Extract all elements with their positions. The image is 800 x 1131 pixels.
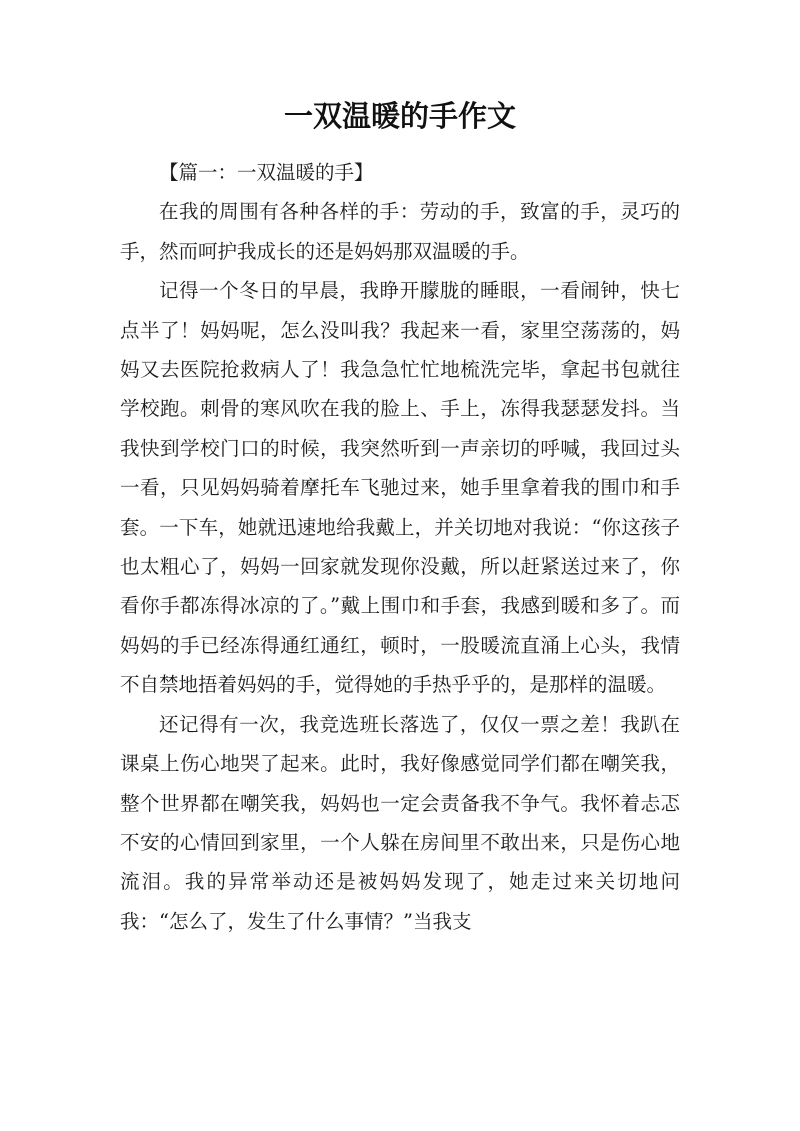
- section-heading: 【篇一：一双温暖的手】: [159, 161, 374, 184]
- document-title: 一双温暖的手作文: [283, 99, 516, 133]
- document-body: [120, 153, 680, 941]
- paragraph-intro: 在我的周围有各种各样的手：劳动的手，致富的手，灵巧的手，然而呵护我成长的还是妈妈那双温暖的手。: [120, 200, 680, 263]
- paragraph-election: 还记得有一次，我竞选班长落选了，仅仅一票之差！我趴在课桌上伤心地哭了起来。此时，我好像感觉同学们都在嘲笑我，整个世界都在嘲笑我，妈妈也一定会责备我不争气。我怀着忐忑不安的心情回到家里，一个人躲在房间里不敢出来，只是伤心地流泪。我的异常举动还是被妈妈发现了，她走过来关切地问我：“怎么了，发生了什么事情？”当我支: [120, 712, 680, 933]
- paragraph-winter-morning: 记得一个冬日的早晨，我睁开朦胧的睡眼，一看闹钟，快七点半了！妈妈呢，怎么没叫我？我起来一看，家里空荡荡的，妈妈又去医院抢救病人了！我急急忙忙地梳洗完毕，拿起书包就往学校跑。刺骨的寒风吹在我的脸上、手上，冻得我瑟瑟发抖。当我快到学校门口的时候，我突然听到一声亲切的呼喊，我回过头一看，只见妈妈骑着摩托车飞驰过来，她手里拿着我的围巾和手套。一下车，她就迅速地给我戴上，并关切地对我说：“你这孩子也太粗心了，妈妈一回家就发现你没戴，所以赶紧送过来了，你看你手都冻得冰凉的了。”戴上围巾和手套，我感到暖和多了。而妈妈的手已经冻得通红通红，顿时，一股暖流直涌上心头，我情不自禁地捂着妈妈的手，觉得她的手热乎乎的，是那样的温暖。: [120, 279, 680, 697]
